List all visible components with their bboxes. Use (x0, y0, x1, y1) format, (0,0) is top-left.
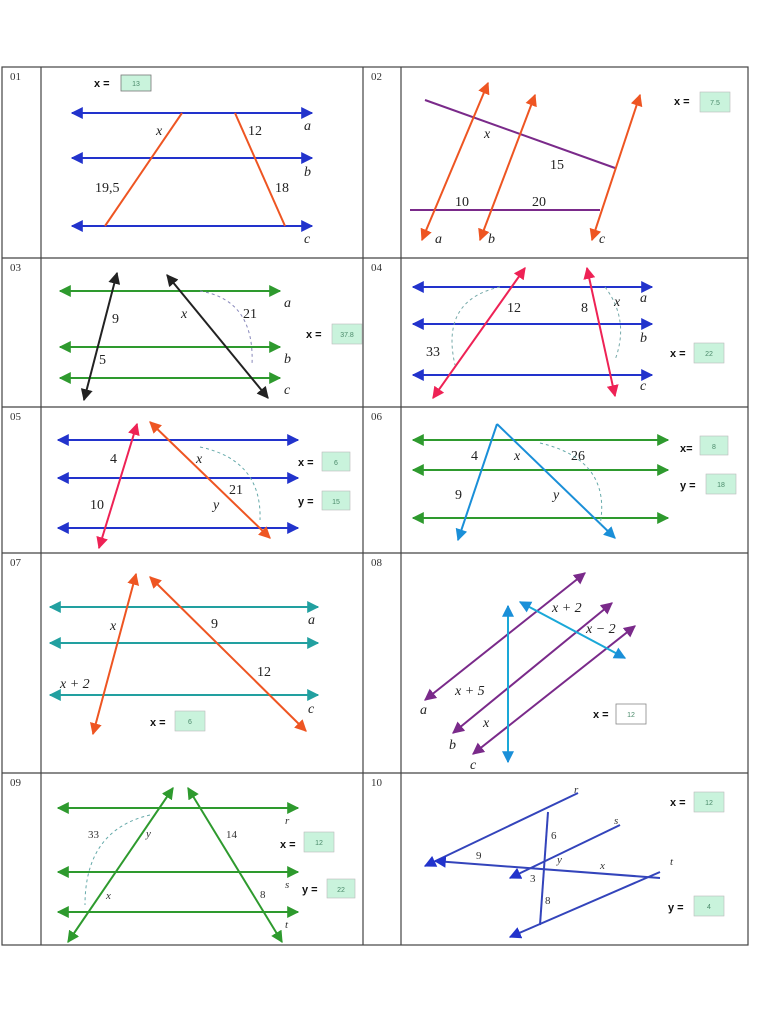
label-x: x (156, 124, 163, 139)
answer-value: 4 (707, 904, 711, 911)
label-number: 8 (581, 301, 588, 316)
label-x: x (514, 449, 521, 464)
answer-value: 22 (705, 351, 713, 358)
label-number: 33 (88, 829, 99, 841)
answer-value: 6 (188, 719, 192, 726)
problem-10-diagram (425, 793, 660, 937)
label-number: 4 (471, 449, 478, 464)
answer-value: 12 (627, 712, 635, 719)
label-number: 10 (455, 195, 469, 210)
answer-box (668, 896, 724, 916)
problem-01-diagram (72, 113, 312, 226)
label-x: x (484, 127, 491, 142)
grid-lines (2, 67, 748, 945)
line-label: a (304, 119, 311, 134)
label-number: 8 (260, 889, 266, 901)
problem-04-diagram (413, 268, 652, 398)
answer-box (670, 792, 724, 812)
label-x: x (483, 716, 490, 731)
problem-06-diagram (413, 424, 668, 540)
line-label: t (285, 919, 289, 931)
problem-05-diagram (58, 422, 298, 548)
answer-box (298, 452, 350, 471)
answer-box (94, 75, 151, 91)
problem-07-diagram (50, 574, 318, 734)
answer-box (593, 704, 646, 724)
label-y: y (553, 488, 560, 503)
label-expression: x + 2 (60, 677, 90, 692)
label-number: 6 (551, 830, 557, 842)
line-label: s (285, 879, 290, 891)
problem-number: 02 (371, 71, 382, 83)
answer-value: 13 (132, 81, 140, 88)
line-label: b (640, 331, 647, 346)
label-x: x (106, 890, 111, 902)
line-label: c (599, 232, 606, 247)
label-number: 12 (257, 665, 271, 680)
problem-number: 09 (10, 777, 21, 789)
line-label: b (284, 352, 291, 367)
label-number: 5 (99, 353, 106, 368)
problem-number: 03 (10, 262, 21, 274)
problem-08-diagram (425, 573, 635, 762)
answer-value: 6 (334, 460, 338, 467)
line-label: b (304, 165, 311, 180)
line-label: r (574, 784, 579, 796)
label-number: 10 (90, 498, 104, 513)
label-number: 21 (229, 483, 243, 498)
label-number: 20 (532, 195, 546, 210)
label-number: 15 (550, 158, 564, 173)
label-x: x (181, 307, 188, 322)
problem-number: 05 (10, 411, 21, 423)
label-number: 4 (110, 452, 117, 467)
line-label: r (285, 815, 290, 827)
problem-number: 01 (10, 71, 21, 83)
problem-number: 08 (371, 557, 382, 569)
label-number: 9 (211, 617, 218, 632)
answer-box (670, 343, 724, 363)
problem-09-diagram (58, 788, 298, 942)
answer-value: 7.5 (710, 100, 720, 107)
answer-label: x = (94, 78, 110, 90)
label-number: 9 (476, 850, 482, 862)
line-label: a (308, 613, 315, 628)
line-label: b (449, 738, 456, 753)
answer-label: x = (670, 797, 686, 809)
line-label: c (308, 702, 315, 717)
label-expression: x + 5 (455, 684, 485, 699)
label-number: 18 (275, 181, 289, 196)
line-label: c (640, 379, 647, 394)
problem-number: 04 (371, 262, 382, 274)
answer-box (680, 436, 728, 455)
label-x: x (614, 295, 621, 310)
problem-number: 06 (371, 411, 382, 423)
label-expression: x − 2 (586, 622, 616, 637)
problem-number: 10 (371, 777, 382, 789)
label-x: x (196, 452, 203, 467)
label-number: 8 (545, 895, 551, 907)
line-label: a (435, 232, 442, 247)
answer-label: x = (298, 457, 314, 469)
answer-box (150, 711, 205, 731)
answer-label: x = (674, 96, 690, 108)
line-label: a (640, 291, 647, 306)
line-label: a (284, 296, 291, 311)
answer-value: 12 (705, 800, 713, 807)
problem-02-diagram (410, 83, 640, 240)
line-label: c (470, 758, 477, 773)
answer-box (674, 92, 730, 112)
label-y: y (213, 498, 220, 513)
answer-label: x = (670, 348, 686, 360)
answer-box (306, 324, 362, 344)
label-number: 19,5 (95, 181, 120, 196)
label-number: 9 (112, 312, 119, 327)
label-number: 3 (530, 873, 536, 885)
label-number: 26 (571, 449, 585, 464)
label-x: x (600, 860, 605, 872)
label-y: y (557, 854, 562, 866)
answer-value: 18 (717, 482, 725, 489)
answer-label: x = (306, 329, 322, 341)
label-number: 9 (455, 488, 462, 503)
answer-value: 22 (337, 887, 345, 894)
answer-label: y = (668, 902, 684, 914)
line-label: c (304, 232, 311, 247)
line-label: a (420, 703, 427, 718)
answer-box (298, 491, 350, 510)
problem-number: 07 (10, 557, 21, 569)
label-expression: x + 2 (552, 601, 582, 616)
answer-label: x= (680, 443, 693, 455)
answer-value: 8 (712, 444, 716, 451)
answer-label: x = (150, 717, 166, 729)
label-number: 21 (243, 307, 257, 322)
answer-value: 12 (315, 840, 323, 847)
label-x: x (110, 619, 117, 634)
label-number: 14 (226, 829, 237, 841)
label-number: 33 (426, 345, 440, 360)
line-label: s (614, 815, 619, 827)
line-label: t (670, 856, 674, 868)
answer-value: 37.8 (340, 332, 354, 339)
label-number: 12 (248, 124, 262, 139)
line-label: b (488, 232, 495, 247)
problem-03-diagram (60, 273, 280, 400)
answer-box (280, 832, 334, 852)
answer-label: x = (593, 709, 609, 721)
answer-label: y = (298, 496, 314, 508)
answer-label: y = (302, 884, 318, 896)
answer-box (302, 879, 355, 898)
answer-label: y = (680, 480, 696, 492)
label-y: y (146, 828, 151, 840)
answer-label: x = (280, 839, 296, 851)
label-number: 12 (507, 301, 521, 316)
answer-box (680, 474, 736, 494)
line-label: c (284, 383, 291, 398)
answer-value: 15 (332, 499, 340, 506)
